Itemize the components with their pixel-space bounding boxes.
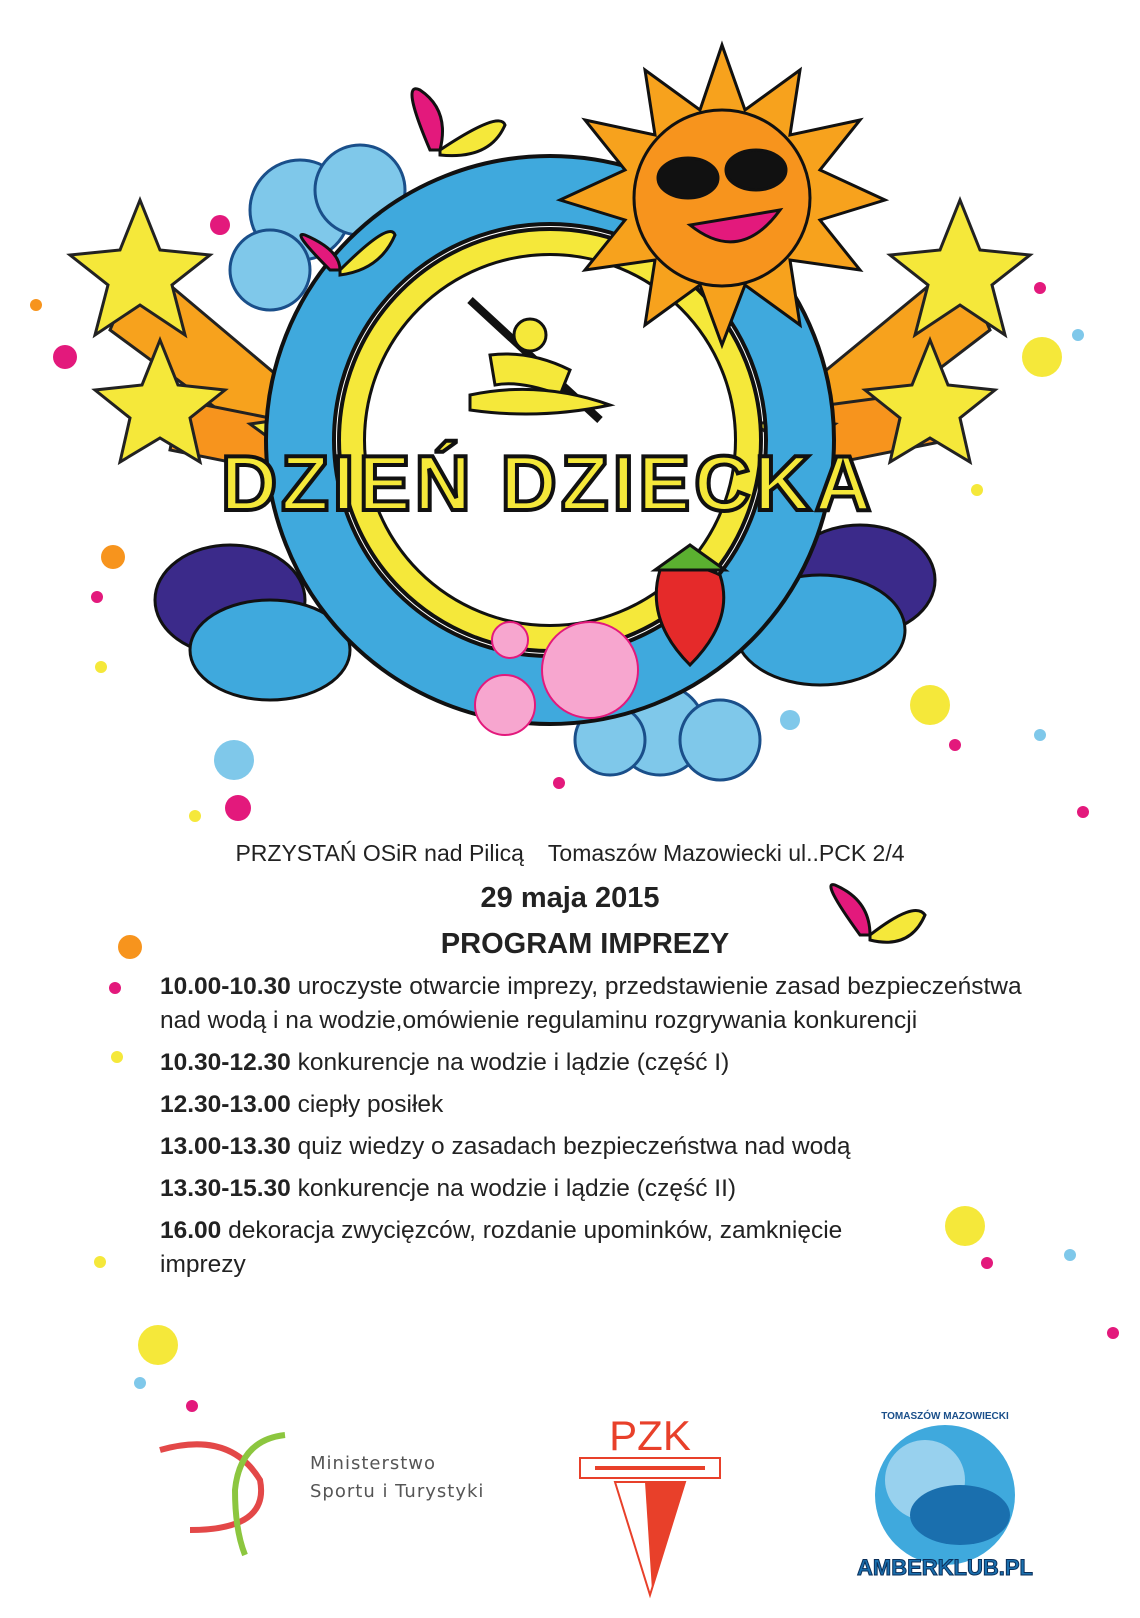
program-time: 10.00-10.30: [160, 973, 291, 1000]
program-time: 16.00: [160, 1217, 222, 1244]
pzk-logo: [575, 1400, 725, 1600]
program-time: 13.30-15.30: [160, 1175, 291, 1202]
program-text: ciepły posiłek: [297, 1091, 444, 1118]
program-time: 12.30-13.00: [160, 1091, 291, 1118]
ministry-name: Ministerstwo Sportu i Turystyki: [310, 1453, 485, 1502]
svg-text:PZK: PZK: [609, 1412, 691, 1459]
program-text: konkurencje na wodzie i lądzie (część II): [297, 1175, 737, 1202]
venue-address: Tomaszów Mazowiecki ul..PCK 2/4: [547, 840, 905, 866]
amberklub-logo: [850, 1405, 1040, 1585]
location-line: [0, 840, 1140, 867]
program-text: konkurencje na wodzie i lądzie (część I): [297, 1049, 730, 1076]
program-item: [160, 1130, 1060, 1164]
program-item: [160, 1088, 1060, 1122]
event-date: 29 maja 2015: [480, 882, 660, 914]
program-item: [160, 1172, 1060, 1206]
program-time: 10.30-12.30: [160, 1049, 291, 1076]
svg-text:AMBERKLUB.PL: AMBERKLUB.PL: [857, 1555, 1033, 1580]
program-text: quiz wiedzy o zasadach bezpieczeństwa nad wodą: [297, 1133, 851, 1160]
venue-name: PRZYSTAŃ OSiR nad Pilicą: [235, 840, 524, 866]
program-time: 13.00-13.30: [160, 1133, 291, 1160]
program-list: [160, 970, 1060, 1290]
program-text: uroczyste otwarcie imprezy, przedstawienie zasad bezpieczeństwa nad wodą i na wodzie,omówienie regulaminu rozgrywania konkurencji: [160, 973, 1022, 1034]
ministry-logo: [150, 1430, 300, 1560]
svg-text:TOMASZÓW MAZOWIECKI: TOMASZÓW MAZOWIECKI: [881, 1411, 1009, 1422]
event-title: DZIEŃ DZIECKA: [220, 439, 876, 527]
program-item: [160, 970, 1060, 1038]
sponsor-logos: [0, 1400, 1140, 1600]
program-item: [160, 1046, 1060, 1080]
program-heading: PROGRAM IMPREZY: [440, 928, 730, 960]
program-item: [160, 1214, 880, 1282]
program-text: dekoracja zwycięzców, rozdanie upominków, zamknięcie imprezy: [160, 1217, 843, 1278]
